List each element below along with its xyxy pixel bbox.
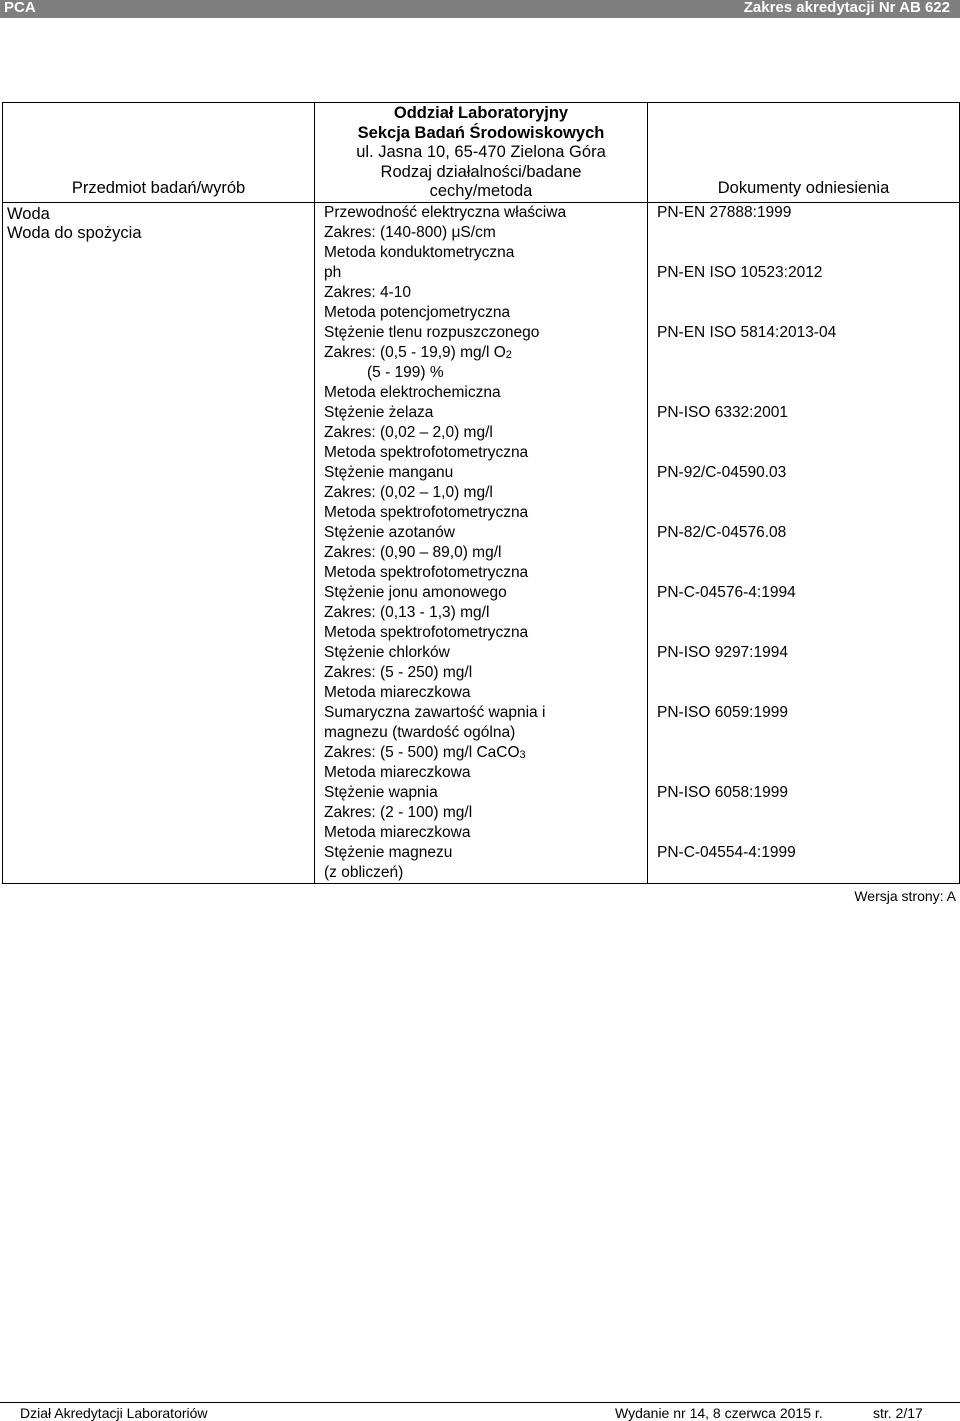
reference-document: PN-C-04554-4:1999 <box>657 843 796 861</box>
activity-line: Metoda spektrofotometryczna <box>324 623 529 641</box>
reference-document: PN-EN ISO 5814:2013-04 <box>657 323 837 341</box>
activity-line: Przewodność elektryczna właściwa <box>324 203 567 221</box>
reference-document: PN-EN ISO 10523:2012 <box>657 263 823 281</box>
activity-item <box>324 843 647 883</box>
activity-item <box>324 643 647 703</box>
table-header-row <box>3 103 960 203</box>
subscript: 2 <box>505 348 512 361</box>
documents-cell <box>648 202 960 883</box>
activity-line: (5 - 199) % <box>367 363 444 381</box>
activity-item <box>324 323 647 403</box>
header-title: Zakres akredytacji Nr AB 622 <box>743 0 950 16</box>
page-header <box>0 0 960 18</box>
activity-line: (z obliczeń) <box>324 863 404 881</box>
activity-line: Metoda konduktometryczna <box>324 243 515 261</box>
footer-department: Dział Akredytacji Laboratoriów <box>20 1405 208 1421</box>
activity-item <box>324 523 647 583</box>
activity-line: Stężenie manganu <box>324 463 454 481</box>
table-body-row <box>3 202 960 883</box>
reference-document: PN-ISO 6059:1999 <box>657 703 788 721</box>
subject-line: Woda do spożycia <box>7 224 142 242</box>
reference-document: PN-82/C-04576.08 <box>657 523 787 541</box>
lab-name: Oddział Laboratoryjny <box>393 104 569 122</box>
activity-line: Metoda spektrofotometryczna <box>324 443 529 461</box>
activity-line: Zakres: (2 - 100) mg/l <box>324 803 473 821</box>
activity-line: Stężenie żelaza <box>324 403 434 421</box>
activity-item <box>324 263 647 323</box>
activity-line: Zakres: (140-800) μS/cm <box>324 223 496 241</box>
activity-line: Zakres: (0,13 - 1,3) mg/l <box>324 603 490 621</box>
col-subject-header: Przedmiot badań/wyrób <box>3 103 315 203</box>
page-footer <box>0 1402 960 1421</box>
activity-line: Metoda miareczkowa <box>324 823 471 841</box>
reference-document: PN-EN 27888:1999 <box>657 203 792 221</box>
subject-line: Woda <box>7 204 50 223</box>
activity-item <box>324 583 647 643</box>
reference-document: PN-ISO 6058:1999 <box>657 783 788 801</box>
header-org: PCA <box>4 0 36 16</box>
activity-line: Metoda potencjometryczna <box>324 303 511 321</box>
subscript: 3 <box>519 748 526 761</box>
activity-line: Stężenie chlorków <box>324 643 450 661</box>
accreditation-table <box>2 102 960 884</box>
activity-line: Zakres: (0,90 – 89,0) mg/l <box>324 543 502 561</box>
activity-line: magnezu (twardość ogólna) <box>324 723 516 741</box>
reference-document: PN-92/C-04590.03 <box>657 463 787 481</box>
footer-edition: Wydanie nr 14, 8 czerwca 2015 r. <box>615 1405 823 1421</box>
activity-item <box>324 403 647 463</box>
activity-line: Metoda elektrochemiczna <box>324 383 501 401</box>
page-version: Wersja strony: A <box>854 888 956 904</box>
lab-address: ul. Jasna 10, 65-470 Zielona Góra <box>356 143 606 161</box>
activities-cell <box>315 202 648 883</box>
subject-cell <box>3 202 315 883</box>
activity-line: Zakres: (5 - 500) mg/l CaCO$_3$ <box>324 743 526 761</box>
activity-line: Stężenie magnezu <box>324 843 453 861</box>
lab-section: Sekcja Badań Środowiskowych <box>357 123 605 142</box>
reference-document: PN-ISO 9297:1994 <box>657 643 788 661</box>
activity-title-2: cechy/metoda <box>429 182 533 200</box>
activity-line: Metoda miareczkowa <box>324 683 471 701</box>
activity-title-1: Rodzaj działalności/badane <box>380 162 582 181</box>
activity-line: Stężenie wapnia <box>324 783 438 801</box>
activity-item <box>324 463 647 523</box>
activity-item <box>324 783 647 843</box>
activity-line: Metoda spektrofotometryczna <box>324 563 529 581</box>
reference-document: PN-C-04576-4:1994 <box>657 583 796 601</box>
activity-line: Zakres: (0,02 – 2,0) mg/l <box>324 423 493 441</box>
activity-line: Metoda spektrofotometryczna <box>324 503 529 521</box>
col-activity-header <box>315 103 648 203</box>
activity-line: Sumaryczna zawartość wapnia i <box>324 703 546 721</box>
activity-line: Zakres: (0,5 - 19,9) mg/l $O_2$ <box>324 343 512 361</box>
activity-line: Zakres: (5 - 250) mg/l <box>324 663 473 681</box>
activity-line: ph <box>324 263 342 281</box>
col-docs-header: Dokumenty odniesienia <box>648 103 960 203</box>
activity-line: Stężenie tlenu rozpuszczonego <box>324 323 540 341</box>
activity-line: Zakres: (0,02 – 1,0) mg/l <box>324 483 493 501</box>
activity-line: Stężenie jonu amonowego <box>324 583 507 601</box>
reference-document: PN-ISO 6332:2001 <box>657 403 788 421</box>
activity-line: Metoda miareczkowa <box>324 763 471 781</box>
activity-line: Zakres: 4-10 <box>324 283 412 301</box>
activity-item <box>324 203 647 263</box>
activity-item <box>324 703 647 783</box>
footer-page-number: str. 2/17 <box>873 1405 923 1421</box>
activity-line: Stężenie azotanów <box>324 523 455 541</box>
